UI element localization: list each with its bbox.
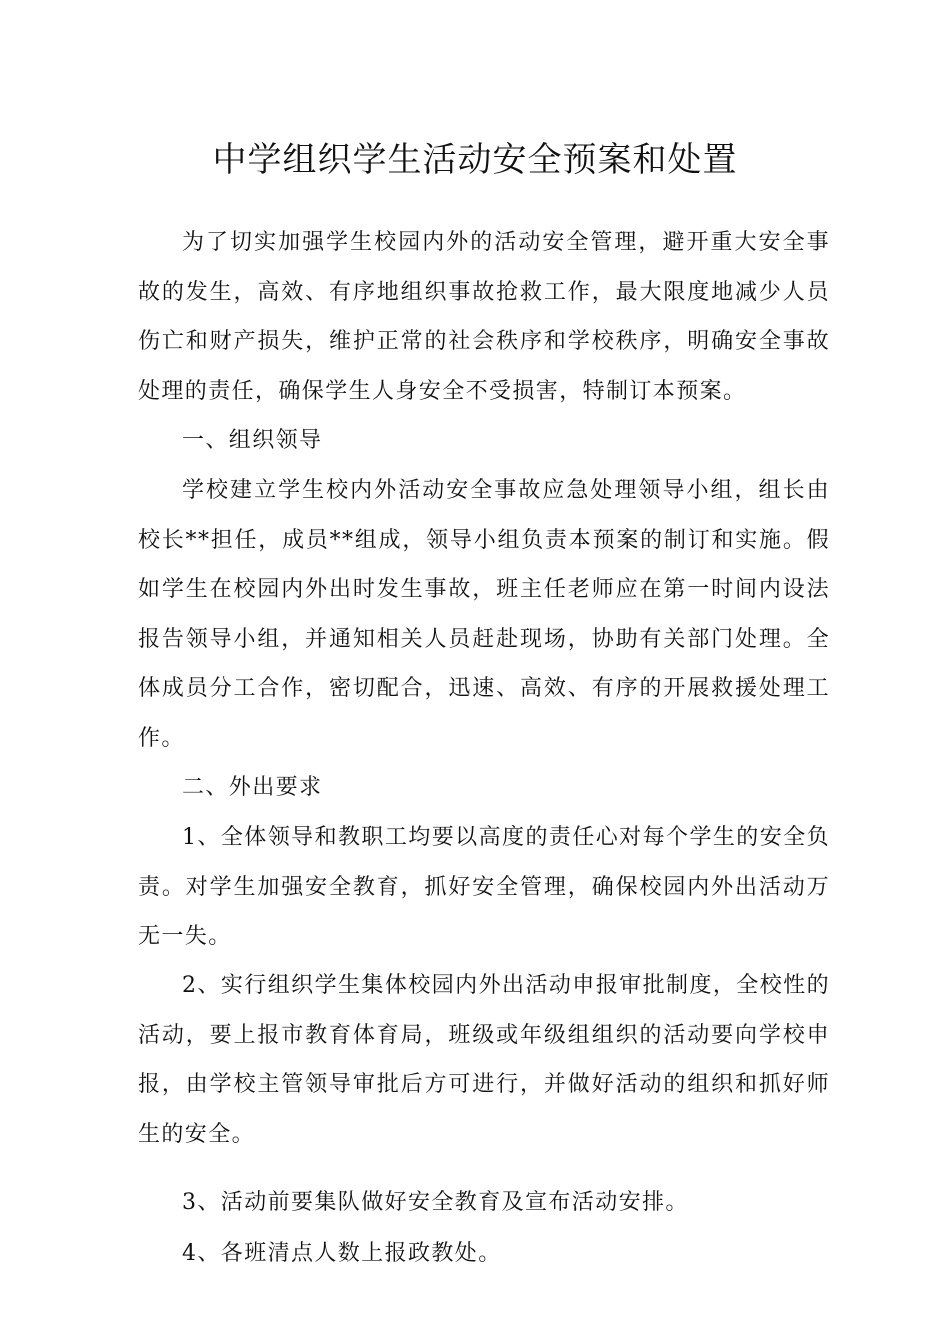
section-heading-requirements: 二、外出要求	[182, 775, 323, 800]
leadership-paragraph: 学校建立学生校内外活动安全事故应急处理领导小组，组长由校长**担任，成员**组成，领导小组负责本预案的制订和实施。假如学生在校园内外出时发生事故，班主任老师应在第一时间内设法报告领导小组，并通知相关人员赶赴现场，协助有关部门处理。全体成员分工合作，密切配合，迅速、高效、有序的开展救援处理工作。	[138, 478, 830, 751]
requirement-item-4: 4、各班清点人数上报政教处。	[182, 1241, 502, 1266]
intro-paragraph: 为了切实加强学生校园内外的活动安全管理，避开重大安全事故的发生，高效、有序地组织事故抢救工作，最大限度地减少人员伤亡和财产损失，维护正常的社会秩序和学校秩序，明确安全事故处理的责任，确保学生人身安全不受损害，特制订本预案。	[138, 230, 830, 404]
document-title: 中学组织学生活动安全预案和处置	[212, 140, 738, 180]
requirement-item-1: 1、全体领导和教职工均要以高度的责任心对每个学生的安全负责。对学生加强安全教育，抓好安全管理，确保校园内外出活动万无一失。	[138, 825, 830, 949]
requirement-item-3: 3、活动前要集队做好安全教育及宣布活动安排。	[182, 1190, 689, 1215]
section-heading-leadership: 一、组织领导	[182, 428, 323, 453]
requirement-item-2: 2、实行组织学生集体校园内外出活动申报审批制度，全校性的活动，要上报市教育体育局，班级或年级组组织的活动要向学校申报，由学校主管领导审批后方可进行，并做好活动的组织和抓好师生的安全。	[138, 973, 830, 1147]
